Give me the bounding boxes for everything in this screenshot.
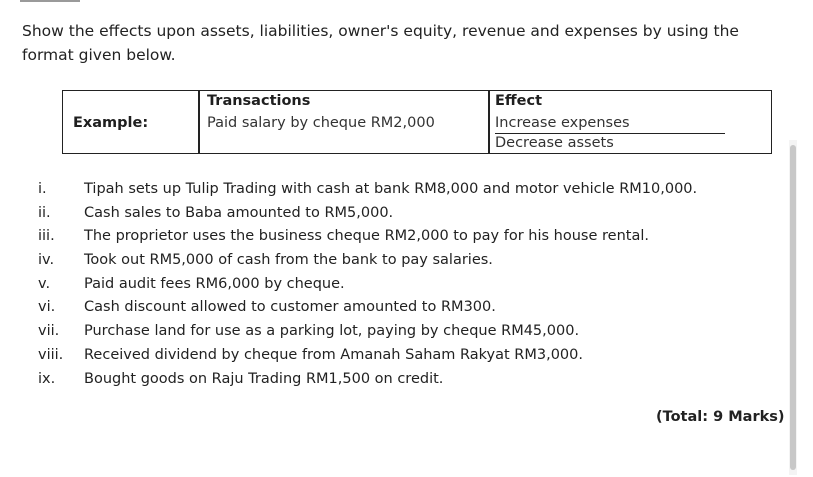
effect-line-decrease: Decrease assets	[495, 135, 614, 151]
transaction-list	[38, 178, 778, 391]
transactions-header: Transactions	[207, 93, 311, 109]
top-rule	[20, 0, 80, 2]
effect-divider	[495, 133, 725, 134]
list-item	[38, 225, 778, 249]
effect-line-increase: Increase expenses	[495, 115, 630, 131]
transactions-text: Paid salary by cheque RM2,000	[207, 115, 435, 131]
item-number: viii.	[38, 346, 64, 363]
item-text: Cash sales to Baba amounted to RM5,000.	[84, 204, 394, 221]
item-number: ii.	[38, 204, 51, 221]
list-item	[38, 344, 778, 368]
example-label: Example:	[73, 115, 149, 131]
item-number: iv.	[38, 252, 55, 269]
example-table	[62, 90, 772, 154]
column-divider	[488, 91, 490, 153]
list-item	[38, 178, 778, 202]
item-text: Bought goods on Raju Trading RM1,500 on credit.	[84, 370, 444, 387]
item-text: Paid audit fees RM6,000 by cheque.	[84, 275, 345, 292]
item-text: Tipah sets up Tulip Trading with cash at bank RM8,000 and motor vehicle RM10,000.	[84, 181, 698, 197]
item-text: Took out RM5,000 of cash from the bank to pay salaries.	[84, 252, 493, 269]
item-number: vi.	[38, 299, 56, 316]
list-item	[38, 296, 778, 320]
total-marks: (Total: 9 Marks)	[656, 409, 785, 425]
item-number: v.	[38, 275, 51, 292]
list-item	[38, 273, 778, 297]
item-number: i.	[38, 181, 47, 197]
item-text: Received dividend by cheque from Amanah Saham Rakyat RM3,000.	[84, 346, 583, 363]
item-number: ix.	[38, 370, 56, 387]
instructions-text: Show the effects upon assets, liabilities, owner's equity, revenue and expenses by using the format given below.	[22, 22, 739, 64]
list-item	[38, 249, 778, 273]
list-item	[38, 368, 778, 392]
item-text: The proprietor uses the business cheque RM2,000 to pay for his house rental.	[84, 228, 649, 245]
scrollbar-thumb[interactable]	[790, 145, 796, 470]
item-text: Purchase land for use as a parking lot, paying by cheque RM45,000.	[84, 323, 580, 340]
list-item	[38, 202, 778, 226]
item-number: vii.	[38, 323, 60, 340]
item-text: Cash discount allowed to customer amounted to RM300.	[84, 299, 496, 316]
item-number: iii.	[38, 228, 55, 245]
column-divider	[198, 91, 200, 153]
effect-header: Effect	[495, 93, 543, 109]
list-item	[38, 320, 778, 344]
